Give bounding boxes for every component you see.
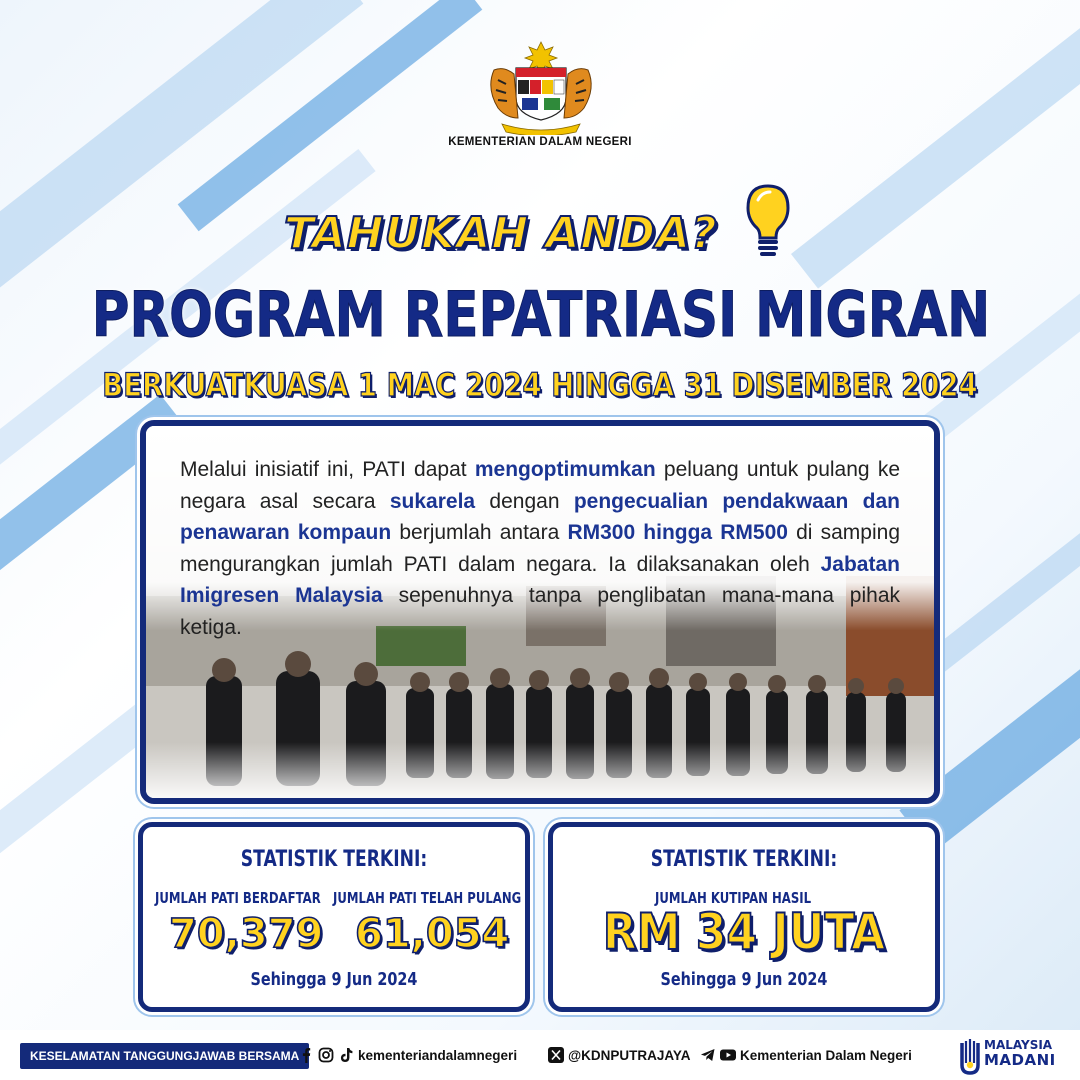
info-text: sepenuhnya tanpa penglibatan mana-mana pihak ketiga. — [180, 584, 900, 639]
channel-name[interactable]: Kementerian Dalam Negeri — [740, 1047, 912, 1063]
madani-line1: MALAYSIA — [984, 1038, 1053, 1052]
revenue-value: RM 34 JUTA — [602, 903, 886, 961]
x-icon[interactable] — [548, 1047, 564, 1063]
effective-period: BERKUATKUASA 1 MAC 2024 HINGGA 31 DISEMBER 2024 — [102, 366, 978, 404]
info-highlight: pengecualian pendakwaan dan penawaran kompaun — [180, 489, 901, 544]
stats-revenue-box — [548, 822, 940, 1012]
info-highlight: sukarela — [389, 489, 476, 513]
info-highlight: Jabatan Imigresen Malaysia — [180, 552, 900, 607]
social-handle-group[interactable] — [298, 1045, 517, 1065]
stats-title: STATISTIK TERKINI: — [650, 847, 838, 872]
lightbulb-icon — [742, 182, 794, 270]
returned-value: 61,054 — [355, 911, 510, 957]
info-text: Melalui inisiatif ini, PATI dapat — [180, 458, 475, 481]
madani-logo — [958, 1034, 1070, 1076]
returned-label: JUMLAH PATI TELAH PULANG — [333, 889, 522, 907]
slogan-badge: KESELAMATAN TANGGUNGJAWAB BERSAMA — [20, 1043, 309, 1069]
social-handle-main[interactable]: kementeriandalamnegeri — [358, 1047, 518, 1063]
ministry-name: KEMENTERIAN DALAM NEGERI — [448, 136, 632, 148]
x-handle[interactable]: @KDNPUTRAJAYA — [568, 1047, 691, 1063]
info-text: peluang untuk pulang ke negara asal secara — [180, 458, 900, 513]
instagram-icon[interactable] — [318, 1047, 334, 1063]
footer — [0, 1030, 1080, 1080]
info-paragraph — [180, 454, 900, 643]
info-text: berjumlah antara — [391, 521, 568, 544]
bg-stripe — [0, 0, 363, 324]
telegram-icon[interactable] — [700, 1047, 716, 1063]
stats-title: STATISTIK TERKINI: — [240, 847, 428, 872]
x-handle-group[interactable] — [548, 1045, 690, 1065]
info-text: dengan — [475, 489, 574, 513]
channel-handle-group[interactable] — [700, 1045, 912, 1065]
stats-registered-box — [138, 822, 530, 1012]
madani-wordmark — [984, 1038, 1056, 1068]
bg-stripe — [924, 470, 1080, 675]
info-text: di samping mengurangkan jumlah PATI dalam negara. Ia dilaksanakan oleh — [180, 521, 900, 576]
registered-value: 70,379 — [169, 911, 324, 957]
info-highlight: RM300 hingga RM500 — [567, 521, 788, 544]
stats-date: Sehingga 9 Jun 2024 — [660, 969, 828, 990]
tiktok-icon[interactable] — [338, 1047, 354, 1063]
kicker-headline: TAHUKAH ANDA? — [284, 208, 718, 259]
info-highlight: mengoptimumkan — [474, 458, 656, 481]
facebook-icon[interactable] — [298, 1047, 314, 1063]
main-title: PROGRAM REPATRIASI MIGRAN — [91, 278, 991, 351]
stats-date: Sehingga 9 Jun 2024 — [250, 969, 418, 990]
revenue-label: JUMLAH KUTIPAN HASIL — [655, 889, 812, 907]
info-card — [140, 420, 940, 804]
registered-label: JUMLAH PATI BERDAFTAR — [155, 889, 321, 907]
youtube-icon[interactable] — [720, 1047, 736, 1063]
madani-emblem-icon — [958, 1035, 982, 1075]
madani-line2: MADANI — [984, 1051, 1056, 1069]
coat-of-arms-logo — [480, 40, 602, 135]
